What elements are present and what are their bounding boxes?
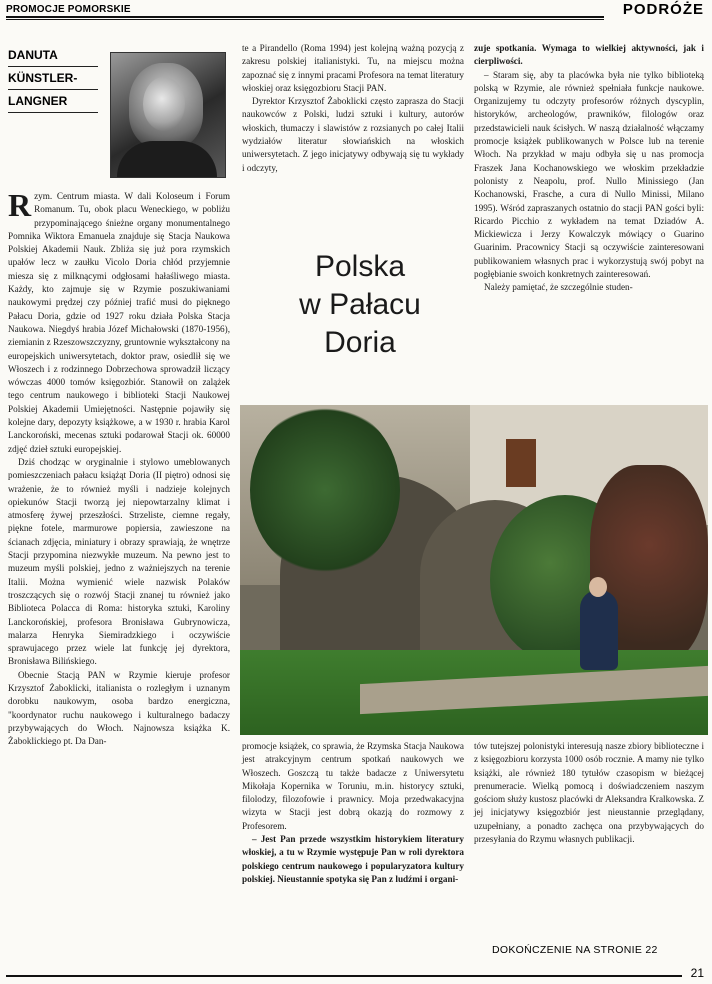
author-line-3: LANGNER xyxy=(8,90,98,113)
section-label: PROMOCJE POMORSKIE xyxy=(6,4,131,15)
paragraph xyxy=(242,833,464,886)
author-line-1: DANUTA xyxy=(8,44,98,67)
paragraph: Dziś chodząc w oryginalnie i stylowo umeblowanych pomieszczeniach pałacu książąt Doria (II piętro) odnosi się wrażenie, że to również myśli i nadzieje kolejnych opiekunów Stacji tworzą jej niepowtarzalny klimat i atmosferę żywej przeszłości. Strzeliste, ciemne regały, piękne fotele, marmurowe popiersia, zawieszone na ścianach zdjęcia, miniatury i obrazy sprawiają, że wnętrze Stacji przypomina niezwykłe muzeum. Na pewno jest to muzeum myśli polskiej, jedno z ważniejszych na terenie Italii. Można wymienić wiele nazwisk Polaków troszczących się o rozwój Stacji znanej tu również jako Biblioteca Polacca di Roma: historyka sztuki, Karoliny Lanckorońskiej, profesora Bronisława Gubrynowicza, malarza Henryka Siemiradzkiego i oczywiście sprawujacego przez wiele lat funkcję jej dyrektora, Bronisława Bilińskiego. xyxy=(8,456,230,667)
author-line-2: KÜNSTLER- xyxy=(8,67,98,90)
drop-cap: R xyxy=(8,187,32,223)
paragraph: te a Pirandello (Roma 1994) jest kolejną ważną pozycją z zakresu polskiej italianistyki. Tu, na miejscu można zapoznać się z innymi pracami Profesora na temat literatury włoskiej oraz księgozbioru Stacji PAN. xyxy=(242,43,464,93)
header-rule-thin xyxy=(6,19,604,20)
article-column-1 xyxy=(8,187,230,748)
article-column-2-top xyxy=(242,42,464,175)
article-column-3-bottom xyxy=(474,740,704,846)
paragraph: promocje książek, co sprawia, że Rzymska Stacja Naukowa jest atrakcyjnym centrum spotkań naukowych we Włoszech. Goszczą tu także badacze z Uniwersytetu Mikołaja Kopernika w Toruniu, m.in. historycy sztuki, filolodzy, filozofowie i prawnicy. Moja przedwakacyjna wizyta w Stacji jest dobrą okazją do rozmowy z Profesorem. xyxy=(242,741,464,831)
title-line-1: Polska xyxy=(314,250,406,283)
section-title: PODRÓŻE xyxy=(622,1,704,18)
title-line-2: w Pałacu xyxy=(299,288,421,321)
article-column-2-bottom xyxy=(242,740,464,886)
paragraph: Należy pamiętać, że szczególnie studen- xyxy=(484,282,633,293)
article-column-3-top xyxy=(474,42,704,295)
photo-person-head xyxy=(589,577,607,597)
paragraph-text: zym. Centrum miasta. W dali Koloseum i Forum Romanum. Tu, obok placu Weneckiego, w pobliżu przypominającego śnieżne organy monumentalnego Pomnika Wiktora Emanuela znajduje się Stacja Naukowa Polskiej Akademii Nauk. Zbliża się już pora rzymskich upałów lecz w zaułku Vicolo Doria chłód przyjemnie miesza się z milknącymi odgłosami hałaśliwego miasta. Każdy, kto zajmuje się w Rzymie poszukiwaniami naukowymi prędzej czy później trafić musi do pięknego Pałacu Doria, gdzie od 1927 roku działa Polska Stacja Naukowa. Niegdyś hrabia Józef Michałowski (1870-1956), ziemianin z Rzeszowszczyzny, gruntownie wykształcony na europejskich uniwersytetach, doktor praw, osiedlił się we Włoszech i z rodzinnego Dobrzechowa sprowadził liczący wówczas 4000 tomów księgozbiór. Stanowił on zalążek tego centrum naukowego i biblioteki Stacji Naukowej Polskiej Akademii Umiejętności. Następnie pojawiły się kolejne dary, depozyty książkowe, a w 1930 r. hrabia Karol Lanckoroński, mecenas sztuki podarował Stacji ok. 60000 zdjęć dzieł sztuki europejskiej. xyxy=(8,191,230,454)
portrait-face xyxy=(143,77,185,131)
paragraph xyxy=(474,42,704,69)
portrait-shoulders xyxy=(117,141,217,177)
bold-question: – Jest Pan przede wszystkim historykiem literatury włoskiej, a tu w Rzymie występuje Pan w roli dyrektora polskiego centrum naukowego i popularyzatora kultury polskiej. Nieustannie spotyka się Pan z ludźmi i organi- xyxy=(242,834,464,884)
article-title xyxy=(260,248,460,362)
photo-palm xyxy=(250,405,400,575)
photo-person xyxy=(580,590,618,670)
paragraph: Obecnie Stacją PAN w Rzymie kieruje profesor Krzysztof Żaboklicki, italianista o rozległym i uznanym dorobku naukowym, osoba bardzo energiczna, "koordynator ruchu naukowego i kulturalnego badaczy przybywających do Włoch. Najnowsza książka K. Żaboklickiego pt. Da Dan- xyxy=(8,669,230,747)
paragraph xyxy=(8,187,230,456)
footer-rule xyxy=(6,975,682,977)
title-line-3: Doria xyxy=(324,326,396,359)
author-portrait xyxy=(110,52,226,178)
paragraph: – Staram się, aby ta placówka była nie tylko biblioteką polską w Rzymie, ale również spełniała funkcje naukowe. Organizujemy tu odczyty profesorów różnych dyscyplin, historyków, archeologów, prawników, filologów oraz przedstawicieli nauk ścisłych. W naszą działalność włączamy promocje książek publikowanych w Polsce lub na terenie Włoch. Na przykład w maju odbyła się u nas promocja Fraszek Jana Kochanowskiego we włoskim przekładzie polonisty z Neapolu, prof. Nullo Minissiego (Jan Kochanowski, Frasche, a cura di Nullo Minissi, Milano 1995). Wśród zapraszanych ostatnio do stacji PAN gości byli: Ricardo Picchio z wykładem na temat Dziadów A. Mickiewicza i Jerzy Kowalczyk mówiący o Guarino Guarinim. Pracownicy Stacji są oczywiście zainteresowani publikowaniem własnych prac i wykorzystują swój pobyt na pogłębianie swoich konkretnych zainteresowań. xyxy=(474,69,704,280)
page-number: 21 xyxy=(690,966,704,980)
bold-question-end: zuje spotkania. Wymaga to wielkiej aktywności, jak i cierpliwości. xyxy=(474,43,704,67)
continued-note: DOKOŃCZENIE NA STRONIE 22 xyxy=(492,944,658,956)
paragraph: tów tutejszej polonistyki interesują nasze zbiory biblioteczne i z księgozbioru korzysta 1000 osób rocznie. A mamy nie tylko książki, ale również 180 tytułów czasopism w bieżącej prenumeracie. Wielką pomocą i doświadczeniem naszym gościom służy kustosz placówki dr Aleksandra Kralkowska. Z jej inicjatywy księgozbiór jest nieustannie przeglądany, uzupełniany, a ponadto zachęca ona przybywających do przesyłania do Rzymu własnych publikacji. xyxy=(474,741,704,845)
courtyard-photo xyxy=(240,405,708,735)
paragraph: Dyrektor Krzysztof Żaboklicki często zaprasza do Stacji naukowców z Polski, ludzi sztuki i kultury, autorów włoskich, tłumaczy i slawistów z rozsianych po całej Italii wydziałów literatur słowiańskich na włoskich uniwersytetach. Z jego inicjatywy odbywają się tu wykłady i odczyty, xyxy=(242,96,464,173)
photo-window xyxy=(506,439,536,487)
header-rule xyxy=(6,16,604,18)
author-byline xyxy=(8,44,98,113)
